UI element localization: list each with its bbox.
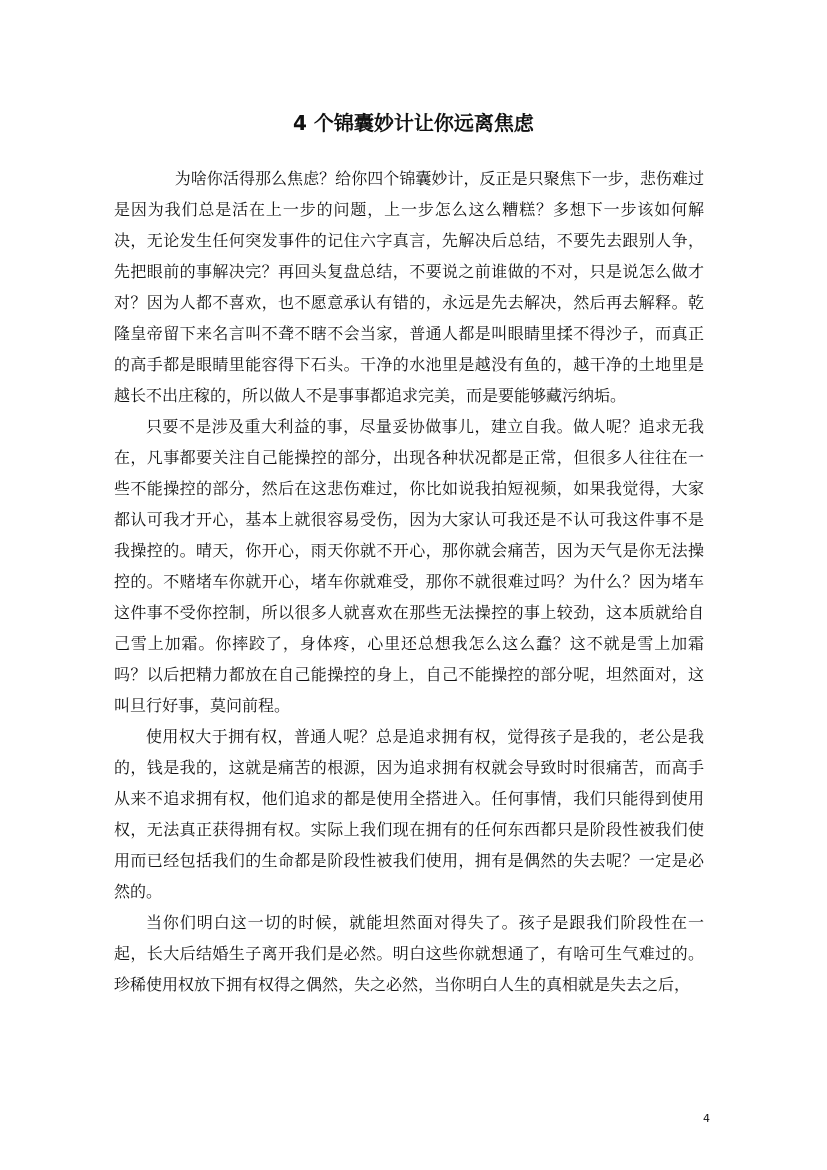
document-body <box>114 163 704 1000</box>
page-number: 4 <box>703 1112 710 1125</box>
page-title: 4 个锦囊妙计让你远离焦虑 <box>293 111 534 135</box>
paragraph-2: 只要不是涉及重大利益的事，尽量妥协做事儿，建立自我。做人呢？追求无我在，凡事都要关注自己能操控的部分，出现各种状况都是正常，但很多人往往在一些不能操控的部分，然后在这悲伤难过，你比如说我拍短视频，如果我觉得，大家都认可我才开心，基本上就很容易受伤，因为大家认可我还是不认可我这件事不是我操控的。晴天，你开心，雨天你就不开心，那你就会痛苦，因为天气是你无法操控的。不赌堵车你就开心，堵车你就难受，那你不就很难过吗？为什么？因为堵车这件事不受你控制，所以很多人就喜欢在那些无法操控的事上较劲，这本质就给自己雪上加霜。你摔跤了，身体疼，心里还总想我怎么这么蠢？这不就是雪上加霜吗？以后把精力都放在自己能操控的身上，自己不能操控的部分呢，坦然面对，这叫旦行好事，莫问前程。 <box>114 417 704 715</box>
paragraph-1: 为啥你活得那么焦虑？给你四个锦囊妙计，反正是只聚焦下一步，悲伤难过是因为我们总是活在上一步的问题，上一步怎么这么糟糕？多想下一步该如何解决，无论发生任何突发事件的记住六字真言，先解决后总结，不要先去跟别人争，先把眼前的事解决完？再回头复盘总结，不要说之前谁做的不对，只是说怎么做才对？因为人都不喜欢，也不愿意承认有错的，永远是先去解决，然后再去解释。乾隆皇帝留下来名言叫不聋不瞎不会当家，普通人都是叫眼睛里揉不得沙子，而真正的高手都是眼睛里能容得下石头。干净的水池里是越没有鱼的，越干净的土地里是越长不出庄稼的，所以做人不是事事都追求完美，而是要能够藏污纳垢。 <box>114 169 704 405</box>
paragraph-3: 使用权大于拥有权，普通人呢？总是追求拥有权，觉得孩子是我的，老公是我的，钱是我的，这就是痛苦的根源，因为追求拥有权就会导致时时很痛苦，而高手从来不追求拥有权，他们追求的都是使用全搭进入。任何事情，我们只能得到使用权，无法真正获得拥有权。实际上我们现在拥有的任何东西都只是阶段性被我们使用而已经包括我们的生命都是阶段性被我们使用，拥有是偶然的失去呢？一定是必然的。 <box>114 727 704 901</box>
paragraph-4: 当你们明白这一切的时候，就能坦然面对得失了。孩子是跟我们阶段性在一起，长大后结婚生子离开我们是必然。明白这些你就想通了，有啥可生气难过的。珍稀使用权放下拥有权得之偶然，失之必然，当你明白人生的真相就是失去之后， <box>114 913 704 994</box>
